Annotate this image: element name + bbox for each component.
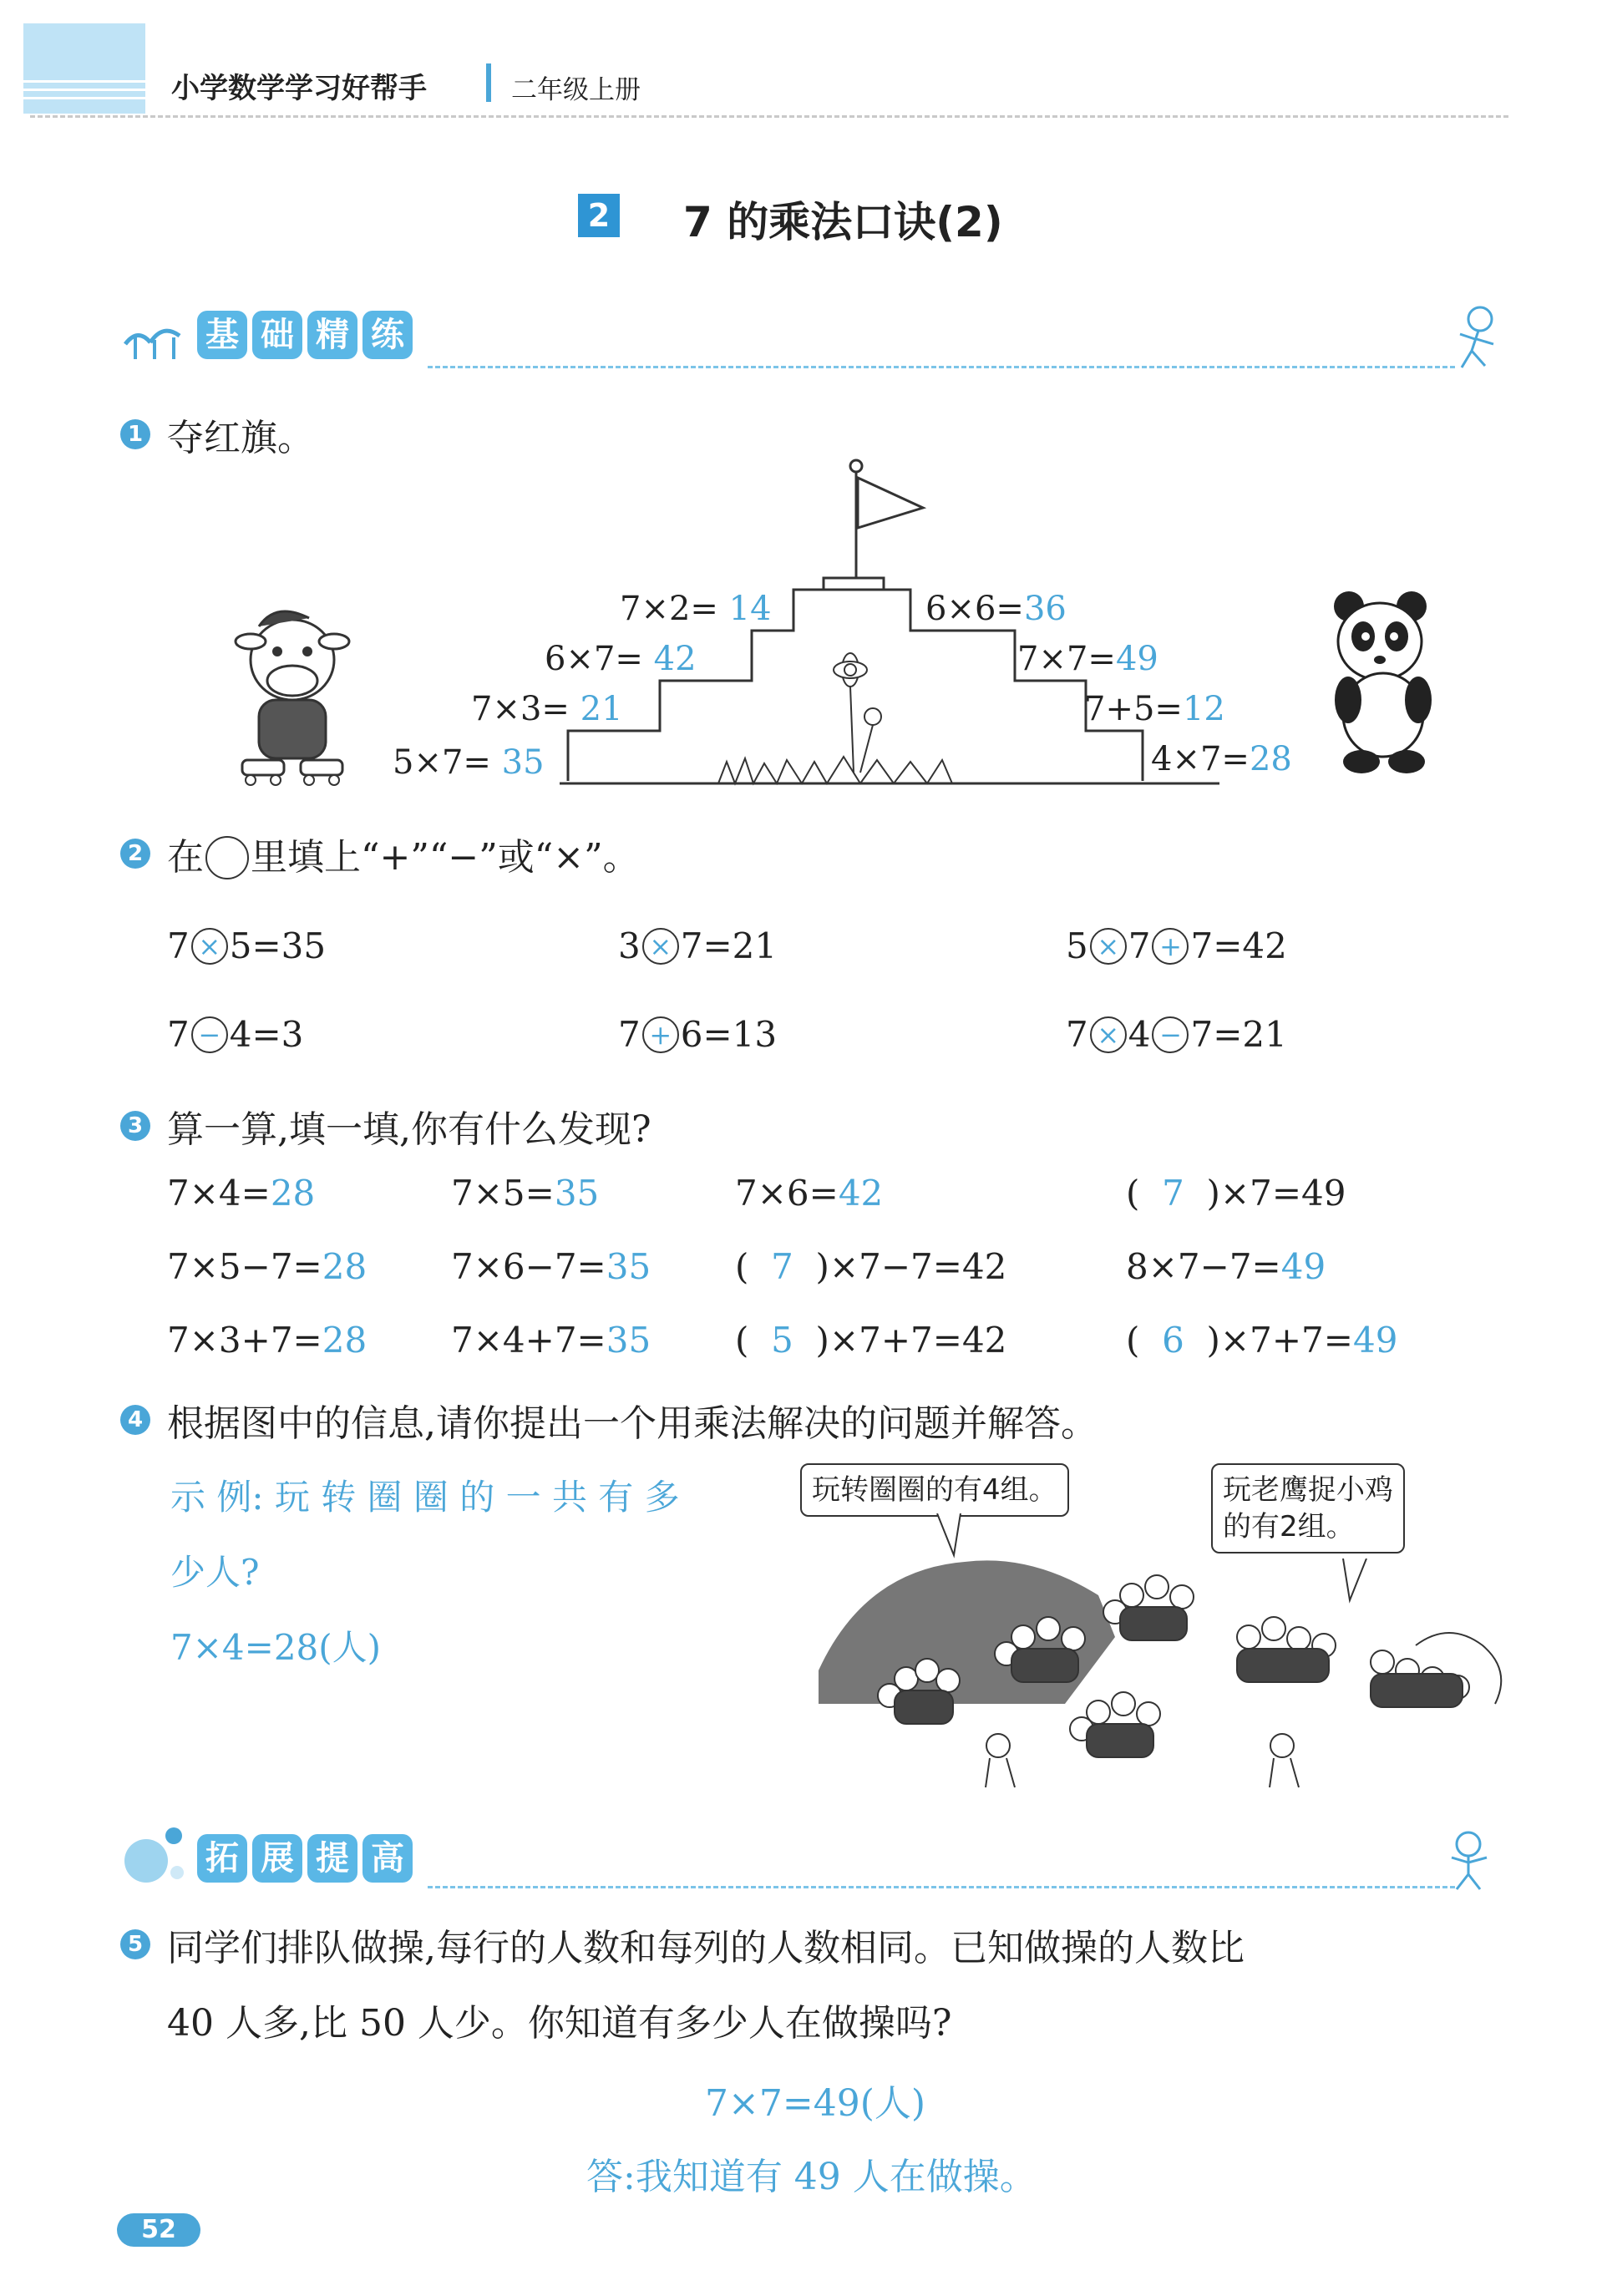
calc-item: 7×6=42: [735, 1173, 884, 1214]
sprout-icon: [117, 311, 192, 361]
speech-bubble-tail: [935, 1513, 969, 1564]
header-dashed-line: [30, 115, 1508, 118]
calc-item: 7×5−7=28: [167, 1246, 368, 1287]
children-playing-illustration: [814, 1537, 1512, 1812]
calc-item: ( 7 )×7=49: [1126, 1173, 1346, 1214]
step-equation: 4×7=28: [1151, 740, 1292, 778]
bubbles-icon: [117, 1821, 192, 1888]
running-kid-icon: [1445, 301, 1503, 376]
answer-equation: 7×4=28(人): [170, 1627, 382, 1668]
section-extend-char: 高: [362, 1834, 413, 1883]
question-number: 3: [120, 1111, 150, 1141]
header-stripe: [23, 89, 145, 91]
question-text: 同学们排队做操,每行的人数和每列的人数相同。已知做操的人数比: [167, 1927, 1245, 1969]
calc-item: ( 7 )×7−7=42: [735, 1246, 1007, 1287]
operator-equation: 7 × 5=35: [167, 925, 327, 966]
book-title: 小学数学学习好帮手: [171, 72, 427, 105]
section-basic-char: 练: [362, 311, 413, 359]
step-equation: 7+5=12: [1084, 690, 1225, 728]
operator-equation: 5 × 7 + 7=42: [1066, 925, 1287, 966]
section-dashed-line: [428, 366, 1455, 368]
question-text: 40 人多,比 50 人少。你知道有多少人在做操吗?: [167, 2002, 952, 2045]
section-extend-char: 展: [252, 1834, 302, 1883]
panda-character-illustration: [1320, 590, 1445, 782]
step-equation: 7×2= 14: [620, 590, 772, 628]
speech-bubble-tail: [1336, 1559, 1378, 1609]
calc-item: ( 6 )×7+7=49: [1126, 1320, 1398, 1361]
header-decoration: [23, 23, 145, 114]
answer-text: 答:我知道有 49 人在做操。: [586, 2156, 1037, 2198]
section-dashed-line: [428, 1886, 1455, 1888]
page-number: 52: [117, 2213, 200, 2247]
header-divider: [486, 63, 491, 102]
step-equation: 5×7= 35: [393, 743, 545, 782]
section-extend-char: 提: [307, 1834, 357, 1883]
answer-equation: 7×7=49(人): [705, 2082, 926, 2125]
speech-bubble: 玩老鹰捉小鸡 的有2组。: [1211, 1463, 1405, 1553]
section-basic-char: 精: [307, 311, 357, 359]
header-stripe: [23, 80, 145, 83]
step-equation: 7×3= 21: [471, 690, 623, 728]
calc-item: 7×6−7=35: [451, 1246, 651, 1287]
section-extend-char: 拓: [197, 1834, 247, 1883]
question-number: 2: [120, 839, 150, 869]
step-equation: 6×6=36: [925, 590, 1067, 628]
flower-icon: [834, 653, 881, 773]
question-text: 根据图中的信息,请你提出一个用乘法解决的问题并解答。: [167, 1402, 1098, 1445]
cow-character-illustration: [226, 601, 359, 793]
step-equation: 7×7=49: [1017, 640, 1158, 678]
calc-item: ( 5 )×7+7=42: [735, 1320, 1007, 1361]
question-text: 夺红旗。: [167, 417, 314, 459]
grade-label: 二年级上册: [511, 75, 641, 105]
operator-equation: 7 − 4=3: [167, 1014, 304, 1055]
operator-equation: 7 + 6=13: [618, 1014, 778, 1055]
question-number: 4: [120, 1405, 150, 1435]
question-number: 1: [120, 419, 150, 449]
empty-circle-icon: [205, 836, 249, 879]
question-text: 算一算,填一填,你有什么发现?: [167, 1108, 651, 1151]
section-basic-char: 础: [252, 311, 302, 359]
calc-item: 7×4+7=35: [451, 1320, 651, 1361]
question-number: 5: [120, 1929, 150, 1959]
section-basic-char: 基: [197, 311, 247, 359]
kid-icon: [1437, 1826, 1503, 1893]
answer-text: 示 例: 玩 转 圈 圈 的 一 共 有 多: [170, 1477, 680, 1518]
question-text: 在 里填上“+”“−”或“×”。: [167, 836, 640, 879]
operator-equation: 7 × 4 − 7=21: [1066, 1014, 1287, 1055]
calc-item: 7×4=28: [167, 1173, 316, 1214]
answer-text: 少人?: [170, 1552, 260, 1593]
grass-icon: [718, 757, 952, 783]
step-equation: 6×7= 42: [545, 640, 697, 678]
calc-item: 7×3+7=28: [167, 1320, 368, 1361]
header-stripe: [23, 97, 145, 99]
operator-equation: 3 × 7=21: [618, 925, 778, 966]
calc-item: 8×7−7=49: [1126, 1246, 1326, 1287]
calc-item: 7×5=35: [451, 1173, 600, 1214]
lesson-number-badge: 2: [578, 194, 620, 237]
lesson-title: 7 的乘法口诀(2): [683, 198, 1003, 246]
speech-bubble: 玩转圈圈的有4组。: [800, 1463, 1069, 1517]
